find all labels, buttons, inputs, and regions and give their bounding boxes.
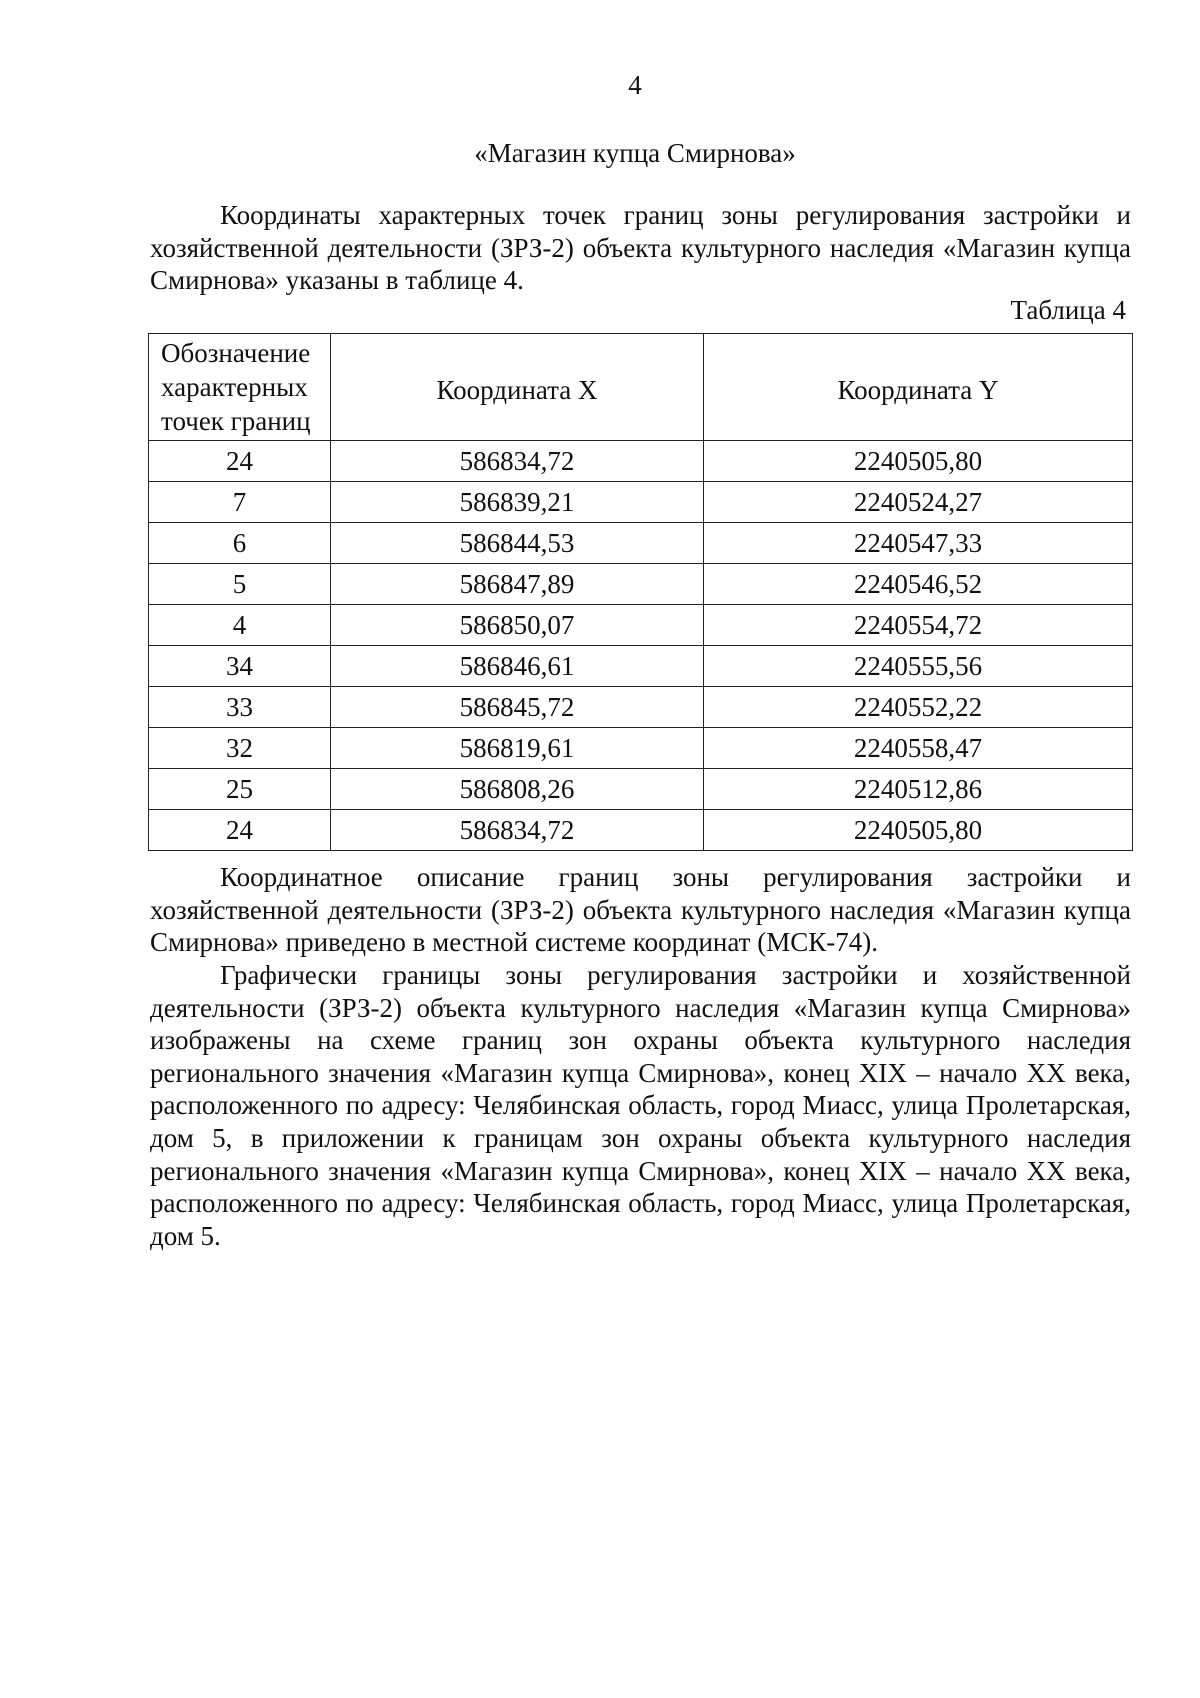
coordinate-description-paragraph: Координатное описание границ зоны регулирования застройки и хозяйственной деятельности (ЗРЗ-2) объекта культурного наследия «Магазин купца Смирнова» приведено в местной системе координат (МСК-74).: [150, 862, 1131, 958]
cell-point: 33: [149, 687, 331, 728]
table-row: [149, 646, 1133, 687]
intro-paragraph: Координаты характерных точек границ зоны регулирования застройки и хозяйственной деятельности (ЗРЗ-2) объекта культурного наследия «Магазин купца Смирнова» указаны в таблице 4.: [150, 200, 1131, 296]
cell-y: 2240512,86: [704, 769, 1133, 810]
cell-point: 6: [149, 523, 331, 564]
cell-x: 586839,21: [331, 482, 704, 523]
cell-y: 2240505,80: [704, 810, 1133, 851]
cell-x: 586808,26: [331, 769, 704, 810]
cell-point: 24: [149, 441, 331, 482]
cell-y: 2240546,52: [704, 564, 1133, 605]
header-coordinate-y: Координата Y: [704, 334, 1133, 441]
table-row: [149, 482, 1133, 523]
cell-point: 25: [149, 769, 331, 810]
cell-y: 2240554,72: [704, 605, 1133, 646]
table-row: [149, 810, 1133, 851]
cell-y: 2240558,47: [704, 728, 1133, 769]
table-row: [149, 769, 1133, 810]
cell-x: 586846,61: [331, 646, 704, 687]
header-coordinate-x: Координата X: [331, 334, 704, 441]
document-title: «Магазин купца Смирнова»: [474, 138, 796, 168]
cell-x: 586845,72: [331, 687, 704, 728]
cell-y: 2240524,27: [704, 482, 1133, 523]
cell-y: 2240555,56: [704, 646, 1133, 687]
cell-point: 32: [149, 728, 331, 769]
cell-y: 2240552,22: [704, 687, 1133, 728]
cell-point: 4: [149, 605, 331, 646]
table-row: [149, 523, 1133, 564]
cell-point: 7: [149, 482, 331, 523]
cell-x: 586847,89: [331, 564, 704, 605]
cell-x: 586834,72: [331, 441, 704, 482]
table-caption: Таблица 4: [1010, 295, 1126, 325]
cell-y: 2240547,33: [704, 523, 1133, 564]
coordinates-table: [148, 333, 1133, 851]
cell-y: 2240505,80: [704, 441, 1133, 482]
table-row: [149, 605, 1133, 646]
table-row: [149, 728, 1133, 769]
cell-x: 586844,53: [331, 523, 704, 564]
table-header-row: [149, 334, 1133, 441]
cell-point: 34: [149, 646, 331, 687]
cell-point: 5: [149, 564, 331, 605]
cell-point: 24: [149, 810, 331, 851]
cell-x: 586850,07: [331, 605, 704, 646]
table-row: [149, 687, 1133, 728]
table-row: [149, 441, 1133, 482]
page-number: 4: [628, 70, 642, 100]
header-point-designation: Обозначение характерных точек границ: [149, 334, 331, 441]
graphic-description-paragraph: Графически границы зоны регулирования застройки и хозяйственной деятельности (ЗРЗ-2) объекта культурного наследия «Магазин купца Смирнова» изображены на схеме границ зон охраны объекта культурного наследия регионального значения «Магазин купца Смирнова», конец XIX – начало XX века, расположенного по адресу: Челябинская область, город Миасс, улица Пролетарская, дом 5, в приложении к границам зон охраны объекта культурного наследия регионального значения «Магазин купца Смирнова», конец XIX – начало XX века, расположенного по адресу: Челябинская область, город Миасс, улица Пролетарская, дом 5.: [150, 960, 1131, 1251]
cell-x: 586834,72: [331, 810, 704, 851]
cell-x: 586819,61: [331, 728, 704, 769]
table-row: [149, 564, 1133, 605]
